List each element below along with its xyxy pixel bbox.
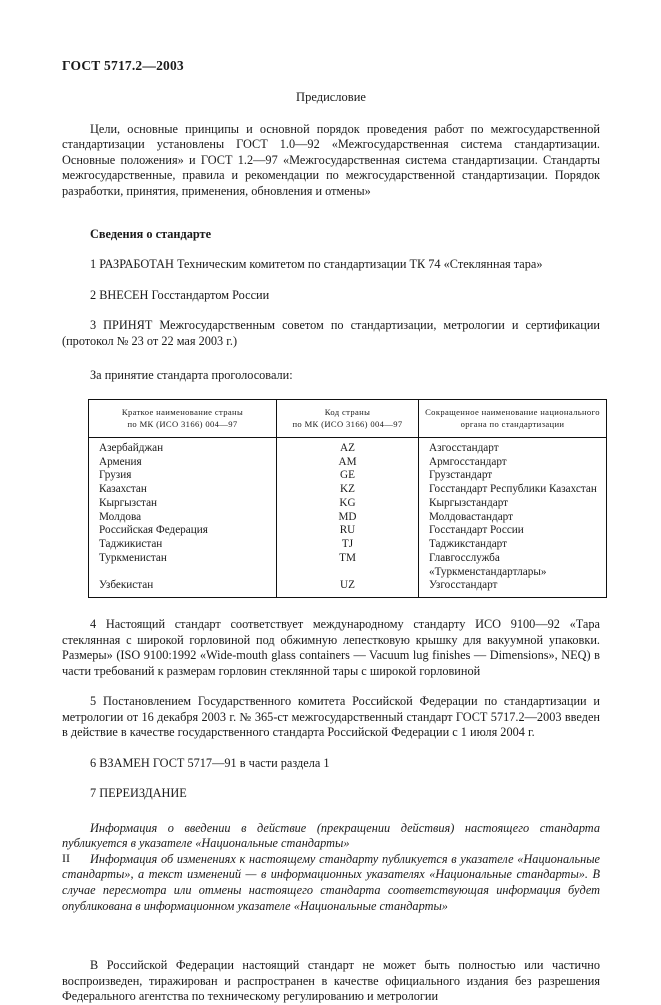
header-line-1: Краткое наименование страны	[121, 406, 244, 417]
header-line-2: по МК (ИСО 3166) 004—97	[127, 419, 238, 430]
cell-national-body: Узгосстандарт	[429, 579, 498, 592]
cell-code: KZ	[277, 483, 419, 497]
header-line-2: органа по стандартизации	[460, 419, 565, 430]
vote-table-body	[89, 437, 607, 597]
spacer	[62, 914, 600, 958]
section-title-preface: Предисловие	[296, 90, 366, 104]
cell-country: Узбекистан	[89, 579, 277, 597]
table-row	[89, 437, 607, 455]
table-row	[89, 524, 607, 538]
standard-info-item-7: 7 ПЕРЕИЗДАНИЕ	[90, 786, 187, 801]
spacer	[62, 349, 600, 368]
cell-national-body: Армгосстандарт	[429, 455, 507, 468]
cell-national-body: Молдовастандарт	[429, 510, 514, 523]
spacer	[62, 273, 600, 288]
spacer	[62, 598, 600, 617]
table-row	[89, 538, 607, 552]
standard-info-heading: Сведения о стандарте	[90, 227, 212, 242]
standard-info-item-1: 1 РАЗРАБОТАН Техническим комитетом по стандартизации ТК 74 «Стеклянная тара»	[90, 257, 543, 272]
vote-table-head	[89, 399, 607, 437]
table-row	[89, 579, 607, 597]
cell-national-body: Азгосстандарт	[429, 441, 499, 454]
cell-code: KG	[277, 497, 419, 511]
cell-code: GE	[277, 469, 419, 483]
spacer	[62, 741, 600, 756]
cell-national-body: Таджикстандарт	[429, 538, 508, 551]
vote-table	[88, 399, 607, 598]
cell-code: TM	[277, 552, 419, 580]
table-row	[89, 511, 607, 525]
cell-country: Молдова	[89, 511, 277, 525]
spacer	[62, 199, 600, 227]
cell-country: Казахстан	[89, 483, 277, 497]
standard-info-item-6: 6 ВЗАМЕН ГОСТ 5717—91 в части раздела 1	[90, 755, 330, 770]
cell-national-body: Кыргызстандарт	[429, 496, 509, 509]
standard-info-item-5: 5 Постановлением Государственного комитета Российской Федерации по стандартизации и метрологии от 16 декабря 2003 г. № 365-ст межгосударственный стандарт ГОСТ 5717.2—2003 введен в действие в качестве государственного стандарта Российской Федерации с 1 июля 2004 г.	[62, 694, 600, 740]
running-head: ГОСТ 5717.2—2003	[62, 58, 184, 73]
table-row	[89, 456, 607, 470]
page-folio: II	[62, 851, 70, 865]
notice-amendments-info: Информация об изменениях к настоящему стандарту публикуется в указателе «Национальные стандарты», а текст изменений — в информационных указателях «Национальные стандарты». В случае пересмотра или отмены настоящего стандарта соответствующая информация будет опубликована в информационном указателе «Национальные стандарты»	[62, 851, 600, 913]
cell-country: Азербайджан	[89, 437, 277, 455]
cell-code: TJ	[277, 538, 419, 552]
copyright-notice: В Российской Федерации настоящий стандарт не может быть полностью или частично воспроизведен, тиражирован и распространен в качестве официального издания без разрешения Федерального агентства по техническому регулированию и метрологии	[62, 958, 600, 1004]
table-header-row	[89, 399, 607, 437]
cell-code: AM	[277, 456, 419, 470]
table-row	[89, 469, 607, 483]
cell-national-body: Госстандарт России	[429, 524, 524, 537]
cell-code: AZ	[277, 437, 419, 455]
standard-info-item-2: 2 ВНЕСЕН Госстандартом России	[90, 287, 270, 302]
table-row	[89, 497, 607, 511]
cell-country: Кыргызстан	[89, 497, 277, 511]
spacer	[62, 303, 600, 318]
cell-national-body: Грузстандарт	[429, 469, 493, 482]
header-line-1: Сокращенное наименование национального	[425, 406, 600, 417]
spacer	[62, 679, 600, 694]
table-row	[89, 483, 607, 497]
table-row	[89, 552, 607, 580]
preface-intro-paragraph: Цели, основные принципы и основной порядок проведения работ по межгосударственной стандартизации установлены ГОСТ 1.0—92 «Межгосударственная система стандартизации. Основные положения» и ГОСТ 1.2—97 «Межгосударственная система стандартизации. Стандарты межгосударственные, правила и рекомендации по межгосударственной стандартизации. Порядок разработки, принятия, применения, обновления и отмены»	[62, 122, 600, 198]
cell-national-body: Госстандарт Республики Казахстан	[429, 483, 597, 496]
notice-introduction-info: Информация о введении в действие (прекращении действия) настоящего стандарта публикуется в указателе «Национальные стандарты»	[62, 820, 600, 851]
standard-info-item-3: 3 ПРИНЯТ Межгосударственным советом по стандартизации, метрологии и сертификации (протокол № 23 от 22 мая 2003 г.)	[62, 318, 600, 348]
header-line-2: по МК (ИСО 3166) 004—97	[292, 419, 403, 430]
cell-code: UZ	[277, 579, 419, 597]
publication-notices	[62, 821, 600, 915]
vote-intro-line: За принятие стандарта проголосовали:	[90, 368, 293, 383]
cell-national-body: Главгосслужба «Туркменстандартлары»	[429, 551, 547, 578]
cell-code: RU	[277, 524, 419, 538]
column-header-code	[277, 399, 419, 437]
spacer	[62, 242, 600, 257]
column-header-national-body	[419, 399, 607, 437]
standard-info-item-4: 4 Настоящий стандарт соответствует международному стандарту ИСО 9100—92 «Тара стеклянная с широкой горловиной под обжимную лепестковую крышку для вакуумной упаковки. Размеры» (ISO 9100:1992 «Wide-mouth glass containers — Vacuum lug finishes — Dimensions», NEQ) в части требований к размерам горловин стеклянной тары с широкой горловиной	[62, 617, 600, 678]
cell-code: MD	[277, 511, 419, 525]
spacer	[62, 802, 600, 821]
spacer	[62, 771, 600, 786]
cell-country: Туркменистан	[89, 552, 277, 580]
cell-country: Таджикистан	[89, 538, 277, 552]
cell-country: Российская Федерация	[89, 524, 277, 538]
page-content	[62, 90, 600, 1005]
column-header-country	[89, 399, 277, 437]
header-line-1: Код страны	[324, 406, 371, 417]
cell-country: Грузия	[89, 469, 277, 483]
spacer	[62, 384, 600, 399]
cell-country: Армения	[89, 456, 277, 470]
